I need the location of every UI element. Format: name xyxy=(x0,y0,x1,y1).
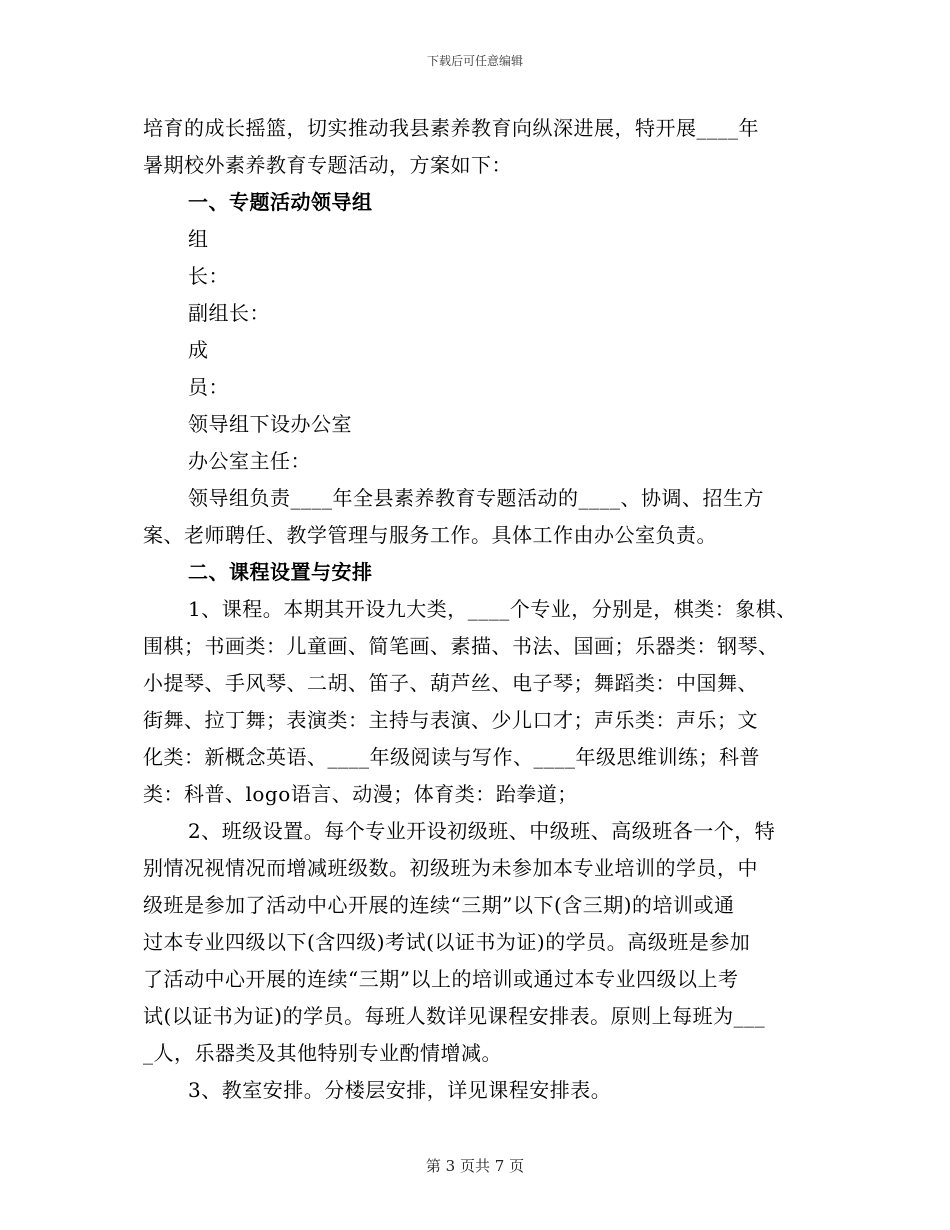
text-line: 组 xyxy=(188,227,209,251)
text-line: 试(以证书为证)的学员。每班人数详见课程安排表。原则上每班为___ xyxy=(143,1004,766,1028)
text-line: 2、班级设置。每个专业开设初级班、中级班、高级班各一个，特 xyxy=(188,819,776,843)
text-line: 案、老师聘任、教学管理与服务工作。具体工作由办公室负责。 xyxy=(143,523,717,547)
text-line: 街舞、拉丁舞；表演类：主持与表演、少儿口才；声乐类：声乐；文 xyxy=(143,708,758,732)
text-line: 化类：新概念英语、____年级阅读与写作、____年级思维训练；科普 xyxy=(143,745,760,769)
document-body xyxy=(143,110,809,1109)
text-line: 领导组负责____年全县素养教育专题活动的____、协调、招生方 xyxy=(188,486,764,510)
text-line: 过本专业四级以下(含四级)考试(以证书为证)的学员。高级班是参加 xyxy=(143,930,751,954)
page-header: 下载后可任意编辑 xyxy=(426,54,523,68)
text-line: 别情况视情况而增减班级数。初级班为未参加本专业培训的学员，中 xyxy=(143,856,758,880)
page-footer: 第 3 页共 7 页 xyxy=(425,1157,525,1175)
section-heading: 二、课程设置与安排 xyxy=(188,560,373,584)
text-line: 员： xyxy=(188,375,229,399)
text-line: 成 xyxy=(188,338,209,362)
text-line: 领导组下设办公室 xyxy=(188,412,352,436)
text-line: 围棋；书画类：儿童画、简笔画、素描、书法、国画；乐器类：钢琴、 xyxy=(143,634,779,658)
text-line: 级班是参加了活动中心开展的连续“三期”以下(含三期)的培训或通 xyxy=(143,893,735,917)
section-heading: 一、专题活动领导组 xyxy=(188,190,373,214)
text-line: 长： xyxy=(188,264,229,288)
text-line: 类：科普、logo语言、动漫；体育类：跆拳道； xyxy=(143,782,578,806)
text-line: 培育的成长摇篮，切实推动我县素养教育向纵深进展，特开展____年 xyxy=(143,116,759,140)
text-line: 小提琴、手风琴、二胡、笛子、葫芦丝、电子琴；舞蹈类：中国舞、 xyxy=(143,671,758,695)
text-line: 副组长： xyxy=(188,301,270,325)
text-line: 了活动中心开展的连续“三期”以上的培训或通过本专业四级以上考 xyxy=(143,967,739,991)
text-line: 3、教室安排。分楼层安排，详见课程安排表。 xyxy=(188,1078,612,1102)
text-line: _人，乐器类及其他特别专业酌情增减。 xyxy=(143,1041,502,1065)
text-line: 暑期校外素养教育专题活动，方案如下： xyxy=(143,153,512,177)
text-line: 1、课程。本期其开设九大类，____个专业，分别是，棋类：象棋、 xyxy=(188,597,797,621)
text-line: 办公室主任： xyxy=(188,449,311,473)
